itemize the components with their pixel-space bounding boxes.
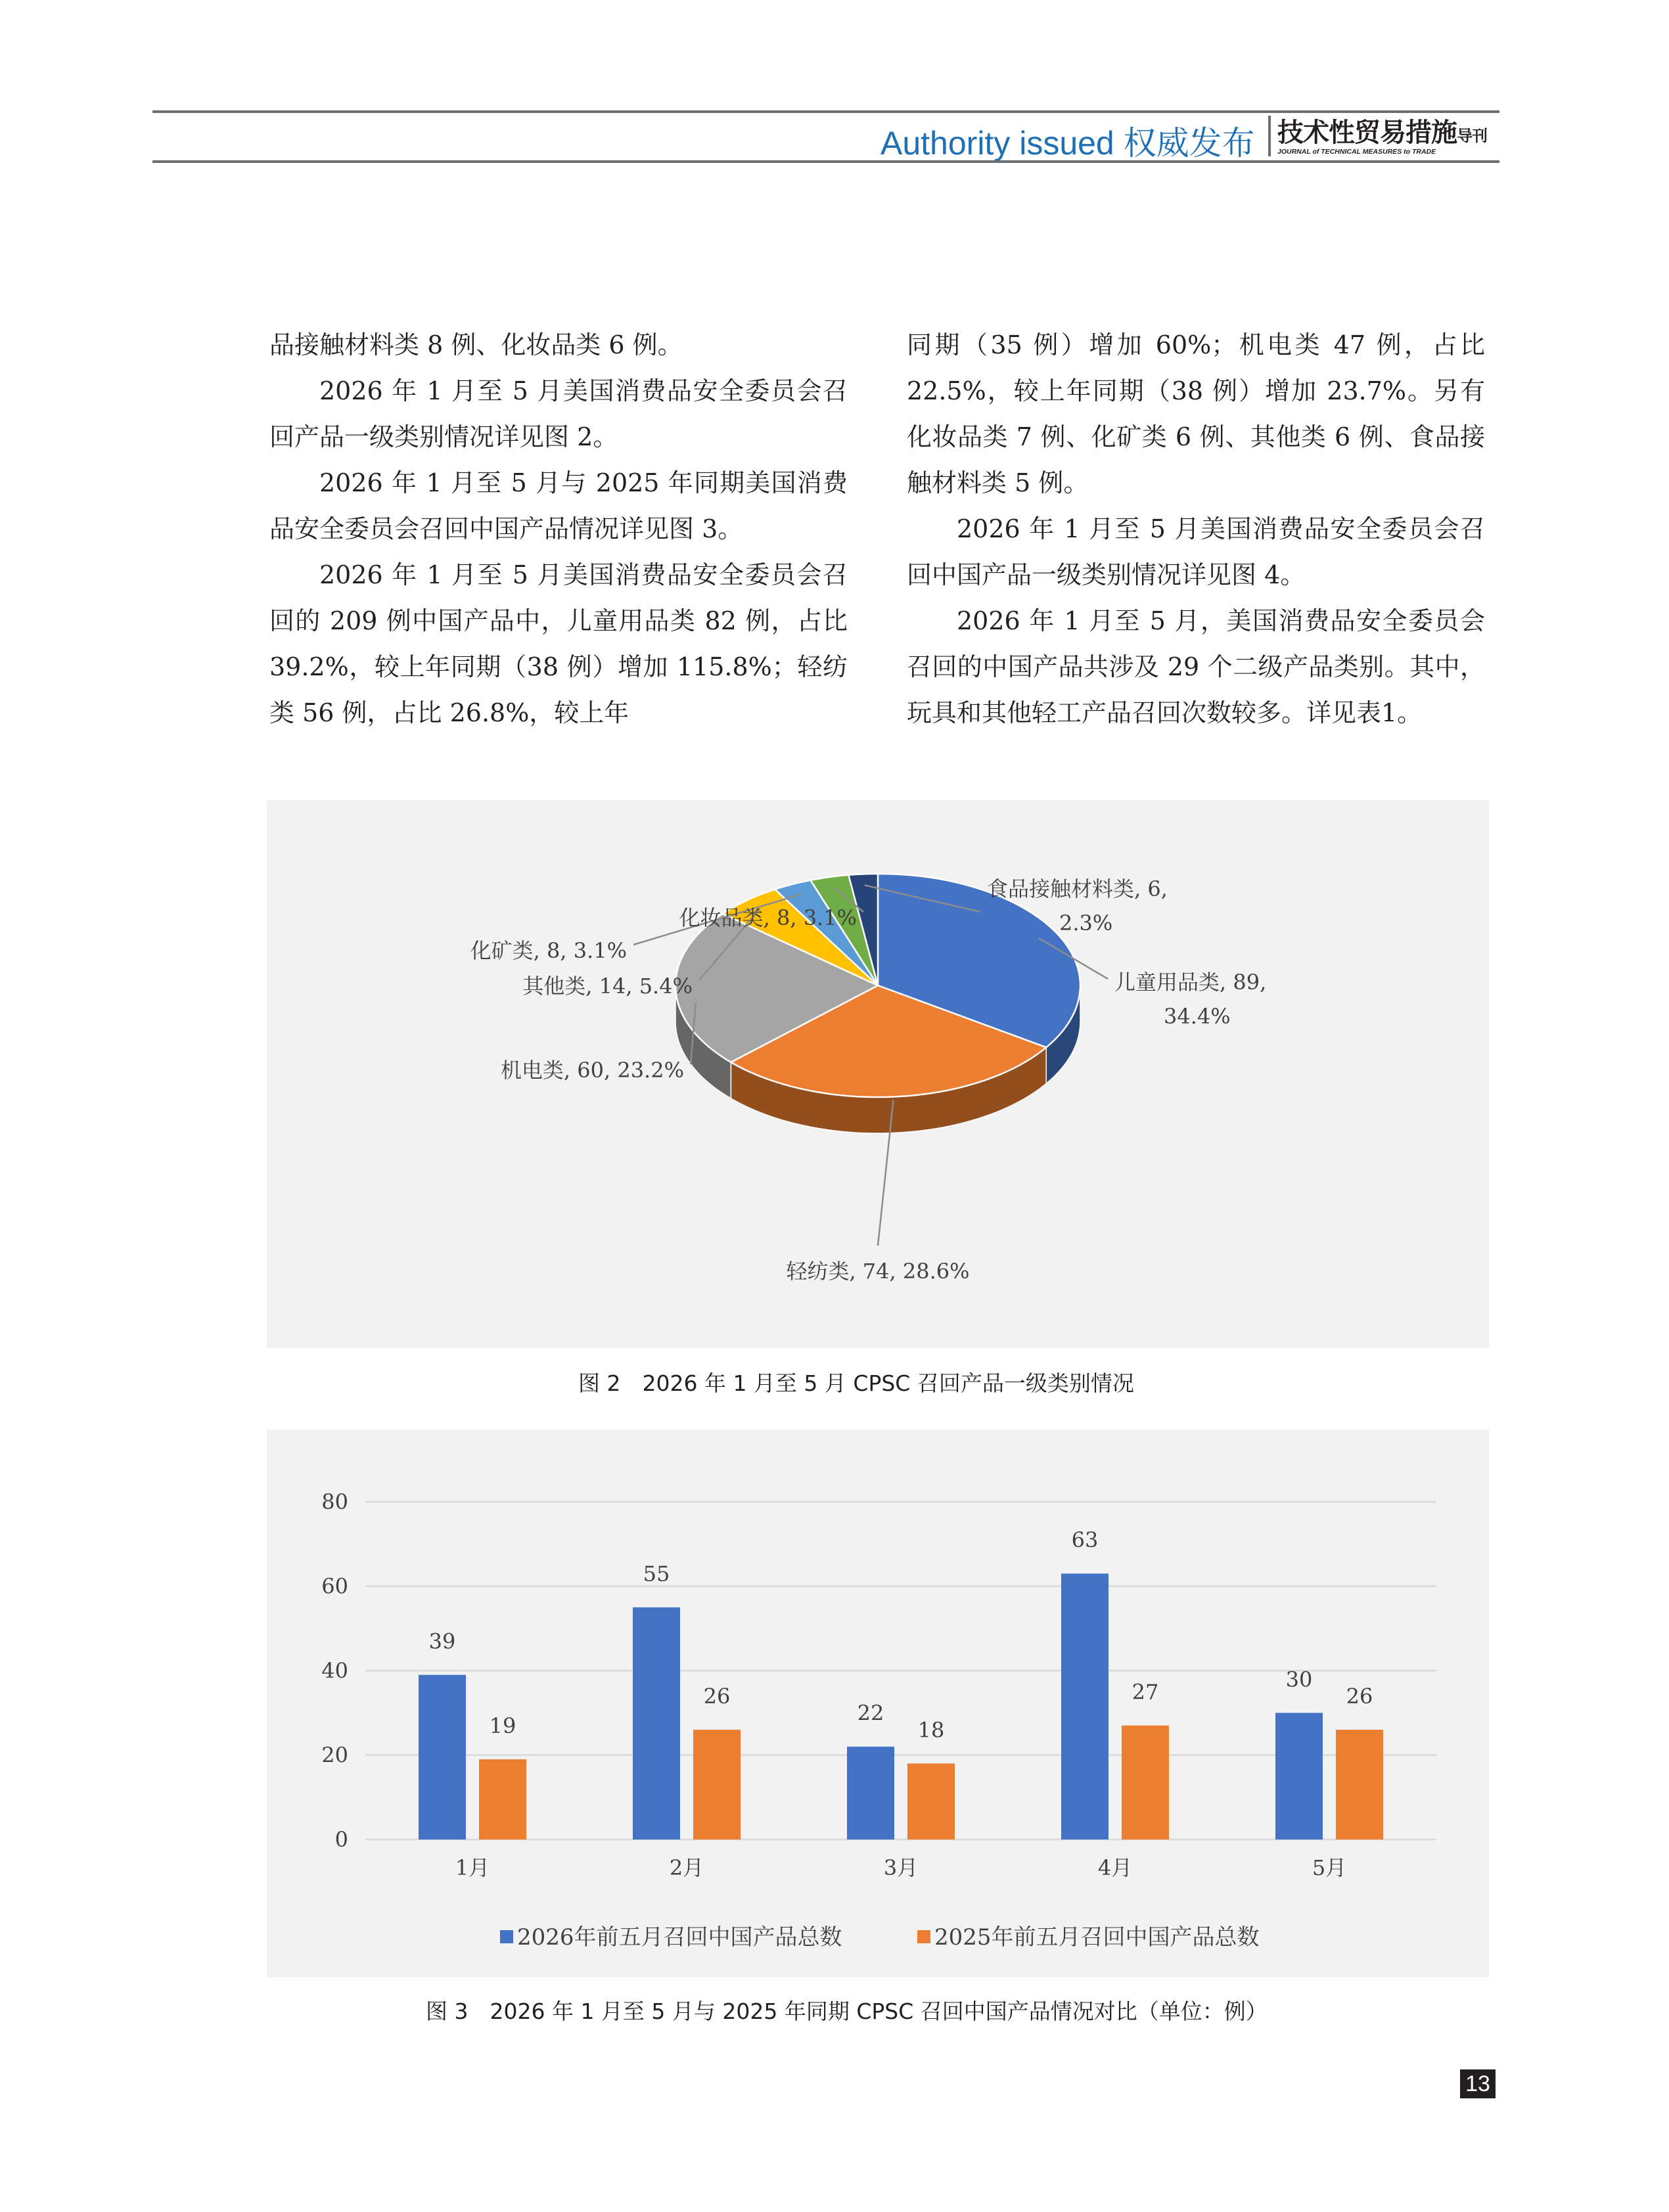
bar-value-label: 27 — [1132, 1679, 1159, 1705]
bar-chart — [267, 1430, 1489, 1977]
legend-label: 2026年前五月召回中国产品总数 — [517, 1924, 842, 1951]
bar — [907, 1763, 955, 1840]
x-tick-label: 5月 — [1312, 1855, 1347, 1880]
bar-value-label: 26 — [1346, 1683, 1373, 1709]
pie-data-label: 其他类, 14, 5.4% — [522, 974, 693, 999]
bar — [847, 1747, 894, 1840]
bar-value-label: 19 — [489, 1713, 516, 1738]
pie-data-label: 化矿类, 8, 3.1% — [470, 938, 627, 963]
x-tick-label: 1月 — [455, 1855, 490, 1880]
header-separator — [1268, 116, 1271, 156]
bar-value-label: 26 — [703, 1683, 731, 1709]
paragraph: 2026 年 1 月至 5 月与 2025 年同期美国消费品安全委员会召回中国产品情况详见图 3。 — [269, 468, 848, 543]
x-tick-label: 4月 — [1097, 1855, 1133, 1880]
pie-data-label: 34.4% — [1164, 1004, 1231, 1029]
bar-value-label: 18 — [917, 1717, 945, 1743]
header-bottom-rule — [152, 160, 1499, 163]
legend-label: 2025年前五月召回中国产品总数 — [934, 1924, 1260, 1951]
bar — [479, 1759, 526, 1840]
legend-swatch — [500, 1930, 513, 1943]
y-tick-label: 0 — [334, 1827, 348, 1852]
bar-value-label: 55 — [643, 1561, 670, 1587]
body-left-column — [269, 322, 848, 736]
x-tick-label: 2月 — [669, 1855, 704, 1880]
pie-chart — [267, 800, 1489, 1348]
bar — [1275, 1713, 1323, 1840]
pie-data-label: 轻纺类, 74, 28.6% — [786, 1259, 970, 1284]
bar — [633, 1608, 680, 1840]
pie-data-label: 儿童用品类, 89, — [1114, 970, 1267, 995]
bar-value-label: 63 — [1071, 1527, 1099, 1553]
pie-data-label: 机电类, 60, 23.2% — [500, 1058, 684, 1083]
y-tick-label: 20 — [321, 1742, 348, 1768]
y-tick-label: 80 — [321, 1489, 348, 1514]
bar — [419, 1675, 466, 1840]
bar — [1061, 1573, 1109, 1840]
bar — [1336, 1730, 1383, 1840]
journal-logo: 技术性贸易措施导刊 JOURNAL of TECHNICAL MEASURES to TRADE — [1277, 118, 1487, 156]
y-tick-label: 60 — [321, 1573, 348, 1599]
figure2-caption: 图 2 2026 年 1 月至 5 月 CPSC 召回产品一级类别情况 — [578, 1370, 1134, 1396]
pie-data-label: 化妆品类, 8, 3.1% — [679, 905, 857, 930]
figure3-caption: 图 3 2026 年 1 月至 5 月与 2025 年同期 CPSC 召回中国产品情况对比（单位：例） — [426, 1998, 1268, 2024]
paragraph: 2026 年 1 月至 5 月美国消费品安全委员会召回产品一级类别情况详见图 2。 — [269, 376, 848, 451]
pie-data-label: 食品接触材料类, 6, — [987, 876, 1168, 901]
bar-value-label: 30 — [1285, 1667, 1313, 1692]
pie-data-label: 2.3% — [1059, 911, 1113, 936]
section-title: Authority issued 权威发布 — [880, 124, 1255, 162]
paragraph: 2026 年 1 月至 5 月，美国消费品安全委员会召回的中国产品共涉及 29 个二级产品类别。其中，玩具和其他轻工产品召回次数较多。详见表1。 — [907, 606, 1485, 727]
body-right-column — [907, 322, 1485, 736]
paragraph: 同期（35 例）增加 60%；机电类 47 例，占比 22.5%，较上年同期（38 例）增加 23.7%。另有化妆品类 7 例、化矿类 6 例、其他类 6 例、食品接触材料类 5 例。 — [907, 330, 1485, 497]
bar-value-label: 39 — [428, 1629, 456, 1654]
legend-swatch — [917, 1930, 930, 1943]
bar — [693, 1730, 741, 1840]
page-number: 13 — [1460, 2069, 1496, 2098]
paragraph: 2026 年 1 月至 5 月美国消费品安全委员会召回的 209 例中国产品中，儿童用品类 82 例，占比 39.2%，较上年同期（38 例）增加 115.8%；轻纺类 56 例，占比 26.8%，较上年 — [269, 560, 848, 727]
bar — [1122, 1726, 1169, 1840]
bar-value-label: 22 — [857, 1700, 884, 1726]
y-tick-label: 40 — [321, 1658, 348, 1683]
paragraph: 2026 年 1 月至 5 月美国消费品安全委员会召回中国产品一级类别情况详见图 4。 — [907, 514, 1485, 589]
paragraph: 品接触材料类 8 例、化妆品类 6 例。 — [269, 330, 683, 359]
x-tick-label: 3月 — [883, 1855, 919, 1880]
